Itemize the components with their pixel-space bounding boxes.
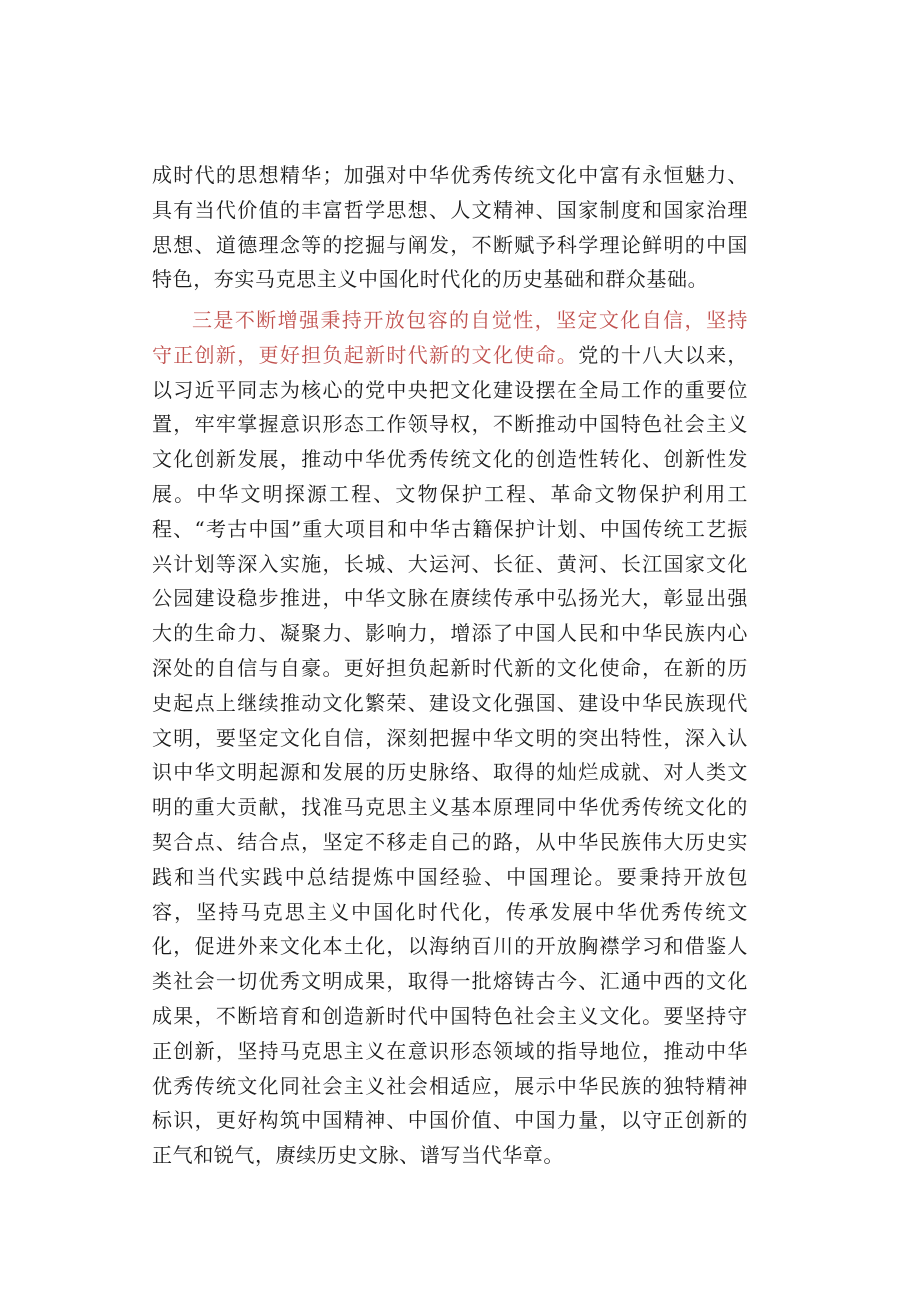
- paragraph-continuation: [152, 158, 748, 297]
- paragraph-2-body: 党的十八大以来，以习近平同志为核心的党中央把文化建设摆在全局工作的重要位置，牢牢掌握意识形态工作领导权，不断推动中国特色社会主义文化创新发展，推动中华优秀传统文化的创造性转化、创新性发展。中华文明探源工程、文物保护工程、革命文物保护利用工程、“考古中国”重大项目和中华古籍保护计划、中国传统工艺振兴计划等深入实施，长城、大运河、长征、黄河、长江国家文化公园建设稳步推进，中华文脉在赓续传承中弘扬光大，彰显出强大的生命力、凝聚力、影响力，增添了中国人民和中华民族内心深处的自信与自豪。更好担负起新时代新的文化使命，在新的历史起点上继续推动文化繁荣、建设文化强国、建设中华民族现代文明，要坚定文化自信，深刻把握中华文明的突出特性，深入认识中华文明起源和发展的历史脉络、取得的灿烂成就、对人类文明的重大贡献，找准马克思主义基本原理同中华优秀传统文化的契合点、结合点，坚定不移走自己的路，从中华民族伟大历史实践和当代实践中总结提炼中国经验、中国理论。要秉持开放包容，坚持马克思主义中国化时代化，传承发展中华优秀传统文化，促进外来文化本土化，以海纳百川的开放胸襟学习和借鉴人类社会一切优秀文明成果，取得一批熔铸古今、汇通中西的文化成果，不断培育和创造新时代中国特色社会主义文化。要坚持守正创新，坚持马克思主义在意识形态领域的指导地位，推动中华优秀传统文化同社会主义社会相适应，展示中华民族的独特精神标识，更好构筑中国精神、中国价值、中国力量，以守正创新的正气和锐气，赓续历史文脉、谱写当代华章。: [152, 342, 748, 1168]
- paragraph-1-text: 成时代的思想精华；加强对中华优秀传统文化中富有永恒魅力、具有当代价值的丰富哲学思想、人文精神、国家制度和国家治理思想、道德理念等的挖掘与阐发，不断赋予科学理论鲜明的中国特色，夯实马克思主义中国化时代化的历史基础和群众基础。: [152, 163, 748, 292]
- section-heading-highlight: 三是不断增强秉持开放包容的自觉性，坚定文化自信，坚持守正创新，更好担负起新时代新的文化使命。: [152, 308, 748, 367]
- paragraph-section-three: [152, 303, 748, 1173]
